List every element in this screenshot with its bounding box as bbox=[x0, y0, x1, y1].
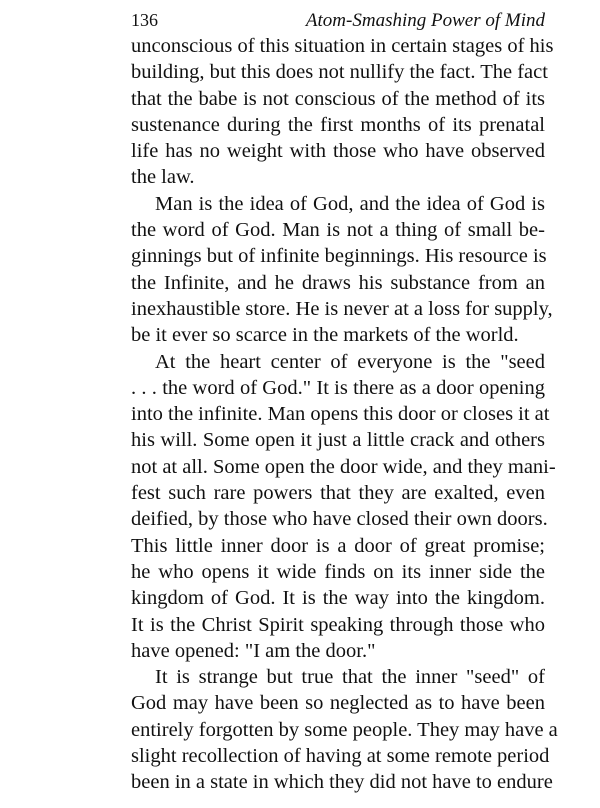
text-line: have opened: "I am the door." bbox=[131, 639, 376, 662]
paragraph bbox=[131, 349, 556, 665]
text-line: been in a state in which they did not have to endure bbox=[131, 771, 553, 794]
paragraph bbox=[131, 33, 554, 191]
text-line: the law. bbox=[131, 166, 195, 189]
text-line: It is strange but true that the inner "seed" of bbox=[155, 666, 545, 689]
text-line: deified, by those who have closed their own doors. bbox=[131, 508, 548, 531]
text-line: life has no weight with those who have observed bbox=[131, 140, 545, 163]
paragraph bbox=[131, 191, 553, 349]
text-line: God may have been so neglected as to have been bbox=[131, 692, 545, 715]
text-line: . . . the word of God." It is there as a door opening bbox=[131, 376, 545, 399]
text-line: he who opens it wide finds on its inner side the bbox=[131, 560, 545, 583]
text-line: the Infinite, and he draws his substance from an bbox=[131, 271, 545, 294]
text-line: his will. Some open it just a little crack and others bbox=[131, 429, 545, 452]
page-body bbox=[131, 33, 558, 796]
text-line: kingdom of God. It is the way into the kingdom. bbox=[131, 587, 545, 610]
text-line: slight recollection of having at some remote period bbox=[131, 745, 550, 768]
text-line: At the heart center of everyone is the "seed bbox=[155, 350, 545, 373]
text-line: the word of God. Man is not a thing of small be- bbox=[131, 219, 545, 242]
text-line: It is the Christ Spirit speaking through those who bbox=[131, 613, 545, 636]
text-line: ginnings but of infinite beginnings. His resource is bbox=[131, 245, 547, 268]
text-line: not at all. Some open the door wide, and they mani- bbox=[131, 455, 556, 478]
text-line: fest such rare powers that they are exalted, even bbox=[131, 482, 545, 505]
text-line: inexhaustible store. He is never at a loss for supply, bbox=[131, 297, 553, 320]
text-line: sustenance during the first months of its prenatal bbox=[131, 113, 545, 136]
text-line: This little inner door is a door of great promise; bbox=[131, 534, 545, 557]
paragraph bbox=[131, 664, 558, 795]
text-line: entirely forgotten by some people. They may have a bbox=[131, 718, 558, 741]
text-line: building, but this does not nullify the fact. The fact bbox=[131, 61, 548, 84]
text-line: unconscious of this situation in certain stages of his bbox=[131, 35, 554, 57]
text-line: be it ever so scarce in the markets of the world. bbox=[131, 324, 519, 347]
text-line: into the infinite. Man opens this door or closes it at bbox=[131, 403, 550, 426]
page-number: 136 bbox=[131, 10, 158, 30]
running-title: Atom-Smashing Power of Mind bbox=[305, 10, 545, 31]
text-line: Man is the idea of God, and the idea of God is bbox=[155, 192, 545, 215]
text-line: that the babe is not conscious of the method of its bbox=[131, 87, 545, 110]
